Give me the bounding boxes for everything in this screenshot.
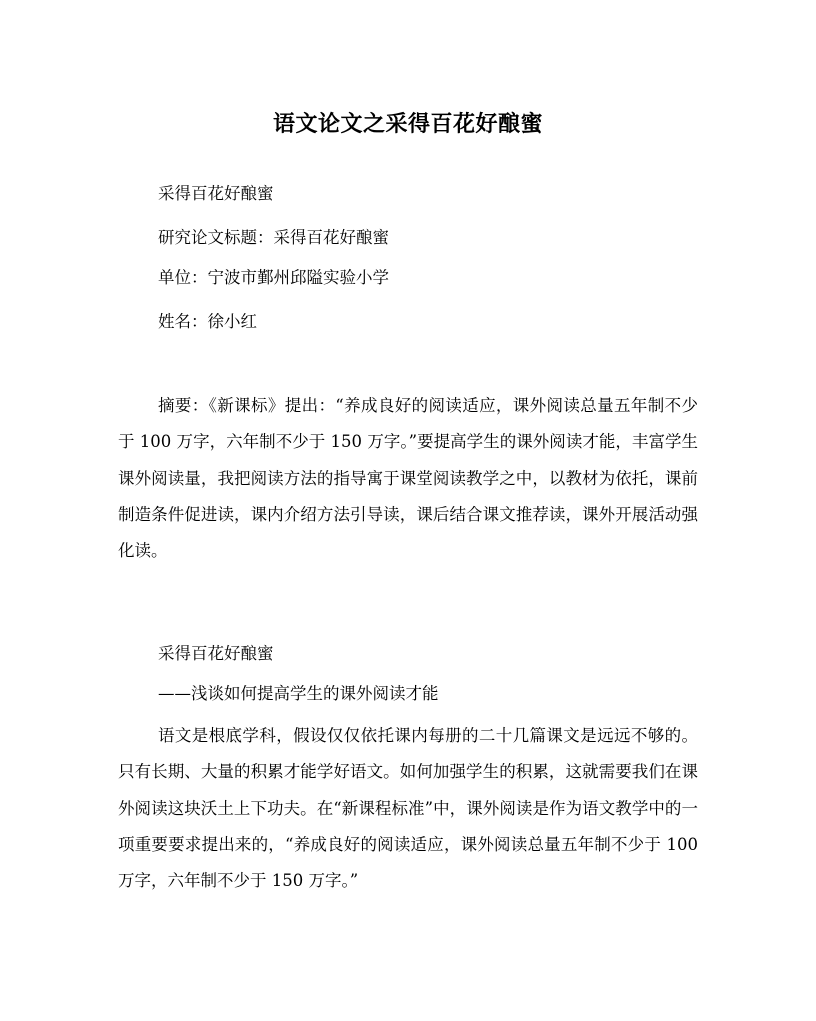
header-line-unit: 单位：宁波市鄞州邱隘实验小学	[158, 268, 389, 287]
header-line-author: 姓名：徐小红	[158, 312, 257, 331]
header-line-research-title: 研究论文标题：采得百花好酿蜜	[158, 228, 389, 247]
document-title: 语文论文之采得百花好酿蜜	[272, 111, 543, 137]
section-subtitle: ——浅谈如何提高学生的课外阅读才能	[158, 684, 439, 703]
section-title: 采得百花好酿蜜	[158, 644, 274, 663]
abstract-paragraph: 摘要：《新课标》提出：“养成良好的阅读适应，课外阅读总量五年制不少于 100 万字，六年制不少于 150 万字。”要提高学生的课外阅读才能，丰富学生课外阅读量，我把阅读方法的指导寓于课堂阅读教学之中，以教材为依托，课前制造条件促进读，课内介绍方法引导读，课后结合课文推荐读，课外开展活动强化读。	[118, 396, 698, 561]
body-paragraph: 语文是根底学科，假设仅仅依托课内每册的二十几篇课文是远远不够的。只有长期、大量的积累才能学好语文。如何加强学生的积累，这就需要我们在课外阅读这块沃土上下功夫。在“新课程标准”中，课外阅读是作为语文教学中的一项重要要求提出来的，“养成良好的阅读适应，课外阅读总量五年制不少于 100 万字，六年制不少于 150 万字。”	[118, 726, 698, 891]
header-line-title: 采得百花好酿蜜	[158, 184, 274, 203]
